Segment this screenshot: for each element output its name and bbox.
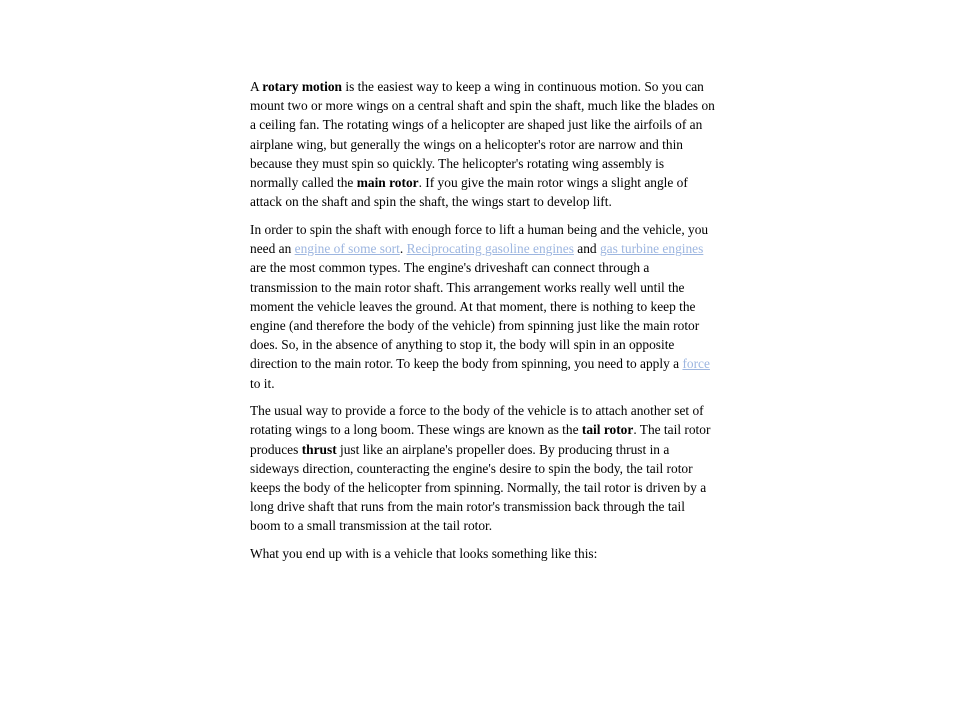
term-thrust: thrust	[301, 441, 337, 457]
term-tail-rotor: tail rotor	[581, 422, 634, 438]
link-engine-of-some-sort[interactable]: engine of some sort	[294, 241, 400, 257]
text-run: just like an airplane's propeller does. By producing thrust in a sideways direction, counteracting the engine's desire to spin the body, the tail rotor keeps the body of the helicopter from spinning. Normally, the tail rotor is driven by a long drive shaft that runs from the main rotor's transmission back through the tail boom to a small transmission at the tail rotor.	[250, 441, 707, 534]
text-run: What you end up with is a vehicle that looks something like this:	[250, 546, 598, 562]
paragraph-conclusion	[250, 544, 715, 563]
text-run: to it.	[250, 375, 275, 391]
text-run: is the easiest way to keep a wing in continuous motion. So you can mount two or more wings on a central shaft and spin the shaft, much like the blades on a ceiling fan. The rotating wings of a helicopter are shaped just like the airfoils of an airplane wing, but generally the wings on a helicopter's rotor are narrow and thin because they must spin so quickly. The helicopter's rotating wing assembly is normally called the	[250, 79, 715, 191]
link-reciprocating-gasoline-engines[interactable]: Reciprocating gasoline engines	[406, 241, 574, 257]
text-run: . The tail rotor produces	[250, 422, 711, 457]
link-gas-turbine-engines[interactable]: gas turbine engines	[599, 241, 704, 257]
text-run: The usual way to provide a force to the body of the vehicle is to attach another set of rotating wings to a long boom. These wings are known as the	[250, 403, 704, 438]
text-run: are the most common types. The engine's driveshaft can connect through a transmission to the main rotor shaft. This arrangement works really well until the moment the vehicle leaves the ground. At that moment, there is nothing to keep the engine (and therefore the body of the vehicle) from spinning just like the main rotor does. So, in the absence of anything to stop it, the body will spin in an opposite direction to the main rotor. To keep the body from spinning, you need to apply a	[250, 260, 700, 372]
paragraph-engine	[250, 220, 715, 393]
text-run: A	[250, 79, 263, 94]
article-body	[250, 77, 715, 572]
link-force[interactable]: force	[682, 356, 710, 372]
paragraph-tail-rotor	[250, 401, 715, 535]
term-rotary-motion: rotary motion	[262, 79, 342, 94]
text-run: In order to spin the shaft with enough force to lift a human being and the vehicle, you need an	[250, 221, 709, 257]
text-run: and	[573, 241, 600, 257]
term-main-rotor: main rotor	[356, 175, 419, 191]
paragraph-rotary-motion	[250, 77, 715, 211]
text-run: .	[399, 241, 407, 257]
text-run: . If you give the main rotor wings a slight angle of attack on the shaft and spin the shaft, the wings start to develop lift.	[250, 175, 688, 210]
